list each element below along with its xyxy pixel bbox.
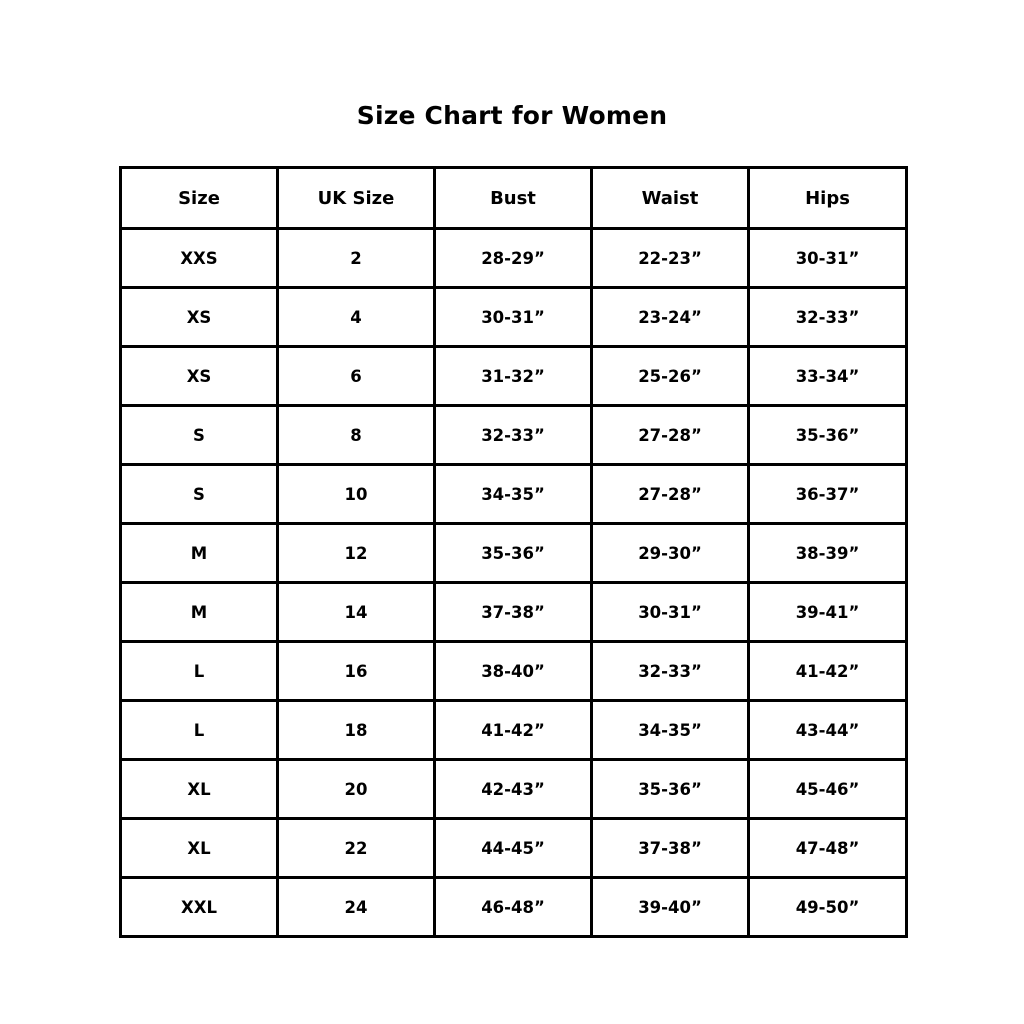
cell-uk-size: 14 bbox=[278, 583, 435, 642]
cell-uk-size: 18 bbox=[278, 701, 435, 760]
cell-waist: 37-38” bbox=[592, 819, 749, 878]
cell-waist: 32-33” bbox=[592, 642, 749, 701]
size-table-container bbox=[119, 166, 905, 938]
cell-size: S bbox=[121, 406, 278, 465]
cell-size: XS bbox=[121, 347, 278, 406]
column-header-uk-size: UK Size bbox=[278, 168, 435, 229]
cell-size: XL bbox=[121, 819, 278, 878]
cell-waist: 27-28” bbox=[592, 465, 749, 524]
cell-size: M bbox=[121, 583, 278, 642]
cell-hips: 35-36” bbox=[749, 406, 907, 465]
cell-waist: 35-36” bbox=[592, 760, 749, 819]
cell-uk-size: 24 bbox=[278, 878, 435, 937]
column-header-hips: Hips bbox=[749, 168, 907, 229]
table-row bbox=[121, 760, 907, 819]
cell-size: M bbox=[121, 524, 278, 583]
cell-bust: 35-36” bbox=[435, 524, 592, 583]
table-body bbox=[121, 229, 907, 937]
cell-bust: 30-31” bbox=[435, 288, 592, 347]
cell-waist: 25-26” bbox=[592, 347, 749, 406]
cell-size: XXS bbox=[121, 229, 278, 288]
cell-size: S bbox=[121, 465, 278, 524]
cell-uk-size: 8 bbox=[278, 406, 435, 465]
cell-uk-size: 16 bbox=[278, 642, 435, 701]
cell-size: L bbox=[121, 642, 278, 701]
cell-hips: 33-34” bbox=[749, 347, 907, 406]
cell-hips: 38-39” bbox=[749, 524, 907, 583]
cell-waist: 34-35” bbox=[592, 701, 749, 760]
table-row bbox=[121, 878, 907, 937]
cell-size: L bbox=[121, 701, 278, 760]
cell-bust: 31-32” bbox=[435, 347, 592, 406]
table-row bbox=[121, 701, 907, 760]
table-row bbox=[121, 347, 907, 406]
cell-hips: 45-46” bbox=[749, 760, 907, 819]
cell-bust: 46-48” bbox=[435, 878, 592, 937]
table-header bbox=[121, 168, 907, 229]
cell-bust: 37-38” bbox=[435, 583, 592, 642]
cell-hips: 32-33” bbox=[749, 288, 907, 347]
cell-size: XL bbox=[121, 760, 278, 819]
cell-waist: 29-30” bbox=[592, 524, 749, 583]
cell-size: XS bbox=[121, 288, 278, 347]
table-row bbox=[121, 465, 907, 524]
cell-waist: 23-24” bbox=[592, 288, 749, 347]
table-row bbox=[121, 406, 907, 465]
cell-bust: 32-33” bbox=[435, 406, 592, 465]
cell-hips: 39-41” bbox=[749, 583, 907, 642]
table-row bbox=[121, 819, 907, 878]
table-row bbox=[121, 524, 907, 583]
cell-uk-size: 20 bbox=[278, 760, 435, 819]
cell-waist: 27-28” bbox=[592, 406, 749, 465]
table-row bbox=[121, 583, 907, 642]
cell-bust: 38-40” bbox=[435, 642, 592, 701]
cell-bust: 42-43” bbox=[435, 760, 592, 819]
cell-hips: 47-48” bbox=[749, 819, 907, 878]
cell-waist: 30-31” bbox=[592, 583, 749, 642]
table-row bbox=[121, 288, 907, 347]
cell-bust: 28-29” bbox=[435, 229, 592, 288]
cell-uk-size: 6 bbox=[278, 347, 435, 406]
cell-hips: 36-37” bbox=[749, 465, 907, 524]
column-header-bust: Bust bbox=[435, 168, 592, 229]
cell-uk-size: 10 bbox=[278, 465, 435, 524]
cell-uk-size: 2 bbox=[278, 229, 435, 288]
column-header-size: Size bbox=[121, 168, 278, 229]
table-header-row bbox=[121, 168, 907, 229]
cell-hips: 49-50” bbox=[749, 878, 907, 937]
cell-uk-size: 12 bbox=[278, 524, 435, 583]
cell-hips: 41-42” bbox=[749, 642, 907, 701]
table-row bbox=[121, 229, 907, 288]
page-title: Size Chart for Women bbox=[356, 101, 668, 130]
cell-bust: 41-42” bbox=[435, 701, 592, 760]
cell-bust: 34-35” bbox=[435, 465, 592, 524]
cell-uk-size: 4 bbox=[278, 288, 435, 347]
cell-hips: 30-31” bbox=[749, 229, 907, 288]
cell-size: XXL bbox=[121, 878, 278, 937]
cell-waist: 22-23” bbox=[592, 229, 749, 288]
cell-bust: 44-45” bbox=[435, 819, 592, 878]
table-row bbox=[121, 642, 907, 701]
column-header-waist: Waist bbox=[592, 168, 749, 229]
cell-uk-size: 22 bbox=[278, 819, 435, 878]
cell-hips: 43-44” bbox=[749, 701, 907, 760]
size-table bbox=[119, 166, 908, 938]
cell-waist: 39-40” bbox=[592, 878, 749, 937]
